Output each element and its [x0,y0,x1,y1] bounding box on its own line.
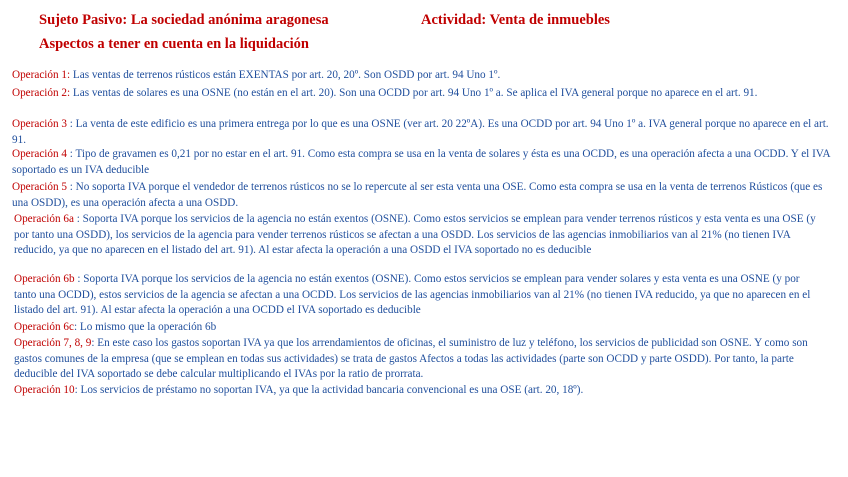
operation-1 [12,68,834,84]
operation-6c [14,320,818,336]
operation-label: Operación 6b [14,273,78,285]
operation-label: Operación 6c [14,321,74,333]
operation-text: : Soporta IVA porque los servicios de la agencia no están exentos (OSNE). Como estos servicios se emplean para vender solares y esta venta es una OSNE (y por tanto una OCDD), estos servicios de la agencia se afectan a una OCDD. Los servicios de las agencias inmobiliarios van al 21% (no tienen IVA reducido, ya que no aparecen en el listado del art. 91). Al estar afecta la operación a una OCDD el IVA soportado es deducible [14,273,811,317]
operation-label: Operación 7, 8, 9 [14,337,92,349]
operation-2 [12,86,834,102]
operation-text: Las ventas de terrenos rústicos están EXENTAS por art. 20, 20º. Son OSDD por art. 94 Uno 1º. [72,69,501,81]
operation-text: Las ventas de solares es una OSNE (no están en el art. 20). Son una OCDD por art. 94 Uno 1º a. Se aplica el IVA general porque no aparece en el art. 91. [72,87,758,99]
operation-10 [14,383,818,399]
sujeto-pasivo-heading: Sujeto Pasivo: La sociedad anónima aragonesa [39,12,329,28]
operation-text: : Tipo de gravamen es 0,21 por no estar en el art. 91. Como esta compra se usa en la venta de solares y ésta es una OCDD, es una operación afecta a una OCDD. Y el IVA soportado es un IVA deducible [12,148,830,176]
operation-text: : Lo mismo que la operación 6b [73,321,217,333]
operation-label: Operación 3 [12,118,70,130]
operation-text: : Los servicios de préstamo no soportan IVA, ya que la actividad bancaria convencional es una OSE (art. 20, 18º). [74,384,584,396]
operation-label: Operación 10 [14,384,75,396]
operation-5 [12,180,834,211]
operation-text: : Soporta IVA porque los servicios de la agencia no están exentos (OSNE). Como estos servicios se emplean para vender terrenos rústicos y esta venta es una OSE (y por tanto una OSDD), los servicios de la agencia para vender terrenos rústicos se afectan a una OSDD. Los servicios de las agencias inmobiliarios van al 21% (no tienen IVA reducido, ya que no aparecen en el listado del art. 91). Al estar afecta la operación a una OSDD el IVA soportado no es deducible [14,213,816,257]
operation-text: : La venta de este edificio es una primera entrega por lo que es una OSNE (ver art. 20 22ºA). Es una OCDD por art. 94 Uno 1º a. IVA general porque no aparece en el art. 91. [12,118,829,146]
operation-label: Operación 5 [12,181,70,193]
operation-text: : En este caso los gastos soportan IVA ya que los arrendamientos de oficinas, el suministro de luz y teléfono, los servicios de publicidad son OSNE. Y como son gastos comunes de la empresa (que se emplean en todas sus actividades) se trata de gastos Afectos a todas las actividades (parte son OCDD y parte OSDD). Por tanto, la parte deducible del IVA soportado se debe calcular multiplicando el IVAs por la ratio de prorrata. [14,337,808,381]
actividad-heading: Actividad: Venta de inmuebles [421,12,610,28]
operation-label: Operación 4 [12,148,70,160]
operation-6b [14,272,818,319]
aspectos-heading: Aspectos a tener en cuenta en la liquidación [39,36,309,52]
operation-7-8-9 [14,336,818,383]
operation-label: Operación 1: [12,69,73,81]
operation-label: Operación 6a [14,213,77,225]
operation-label: Operación 2: [12,87,73,99]
operation-3 [12,117,834,148]
operation-4 [12,147,834,178]
operation-text: : No soporta IVA porque el vendedor de terrenos rústicos no se lo repercute al ser esta venta una OSE. Como esta compra se usa en la venta de terrenos Rústicos (que es una OSDD), es una operación afecta a una OSDD. [12,181,823,209]
operation-6a [14,212,818,259]
